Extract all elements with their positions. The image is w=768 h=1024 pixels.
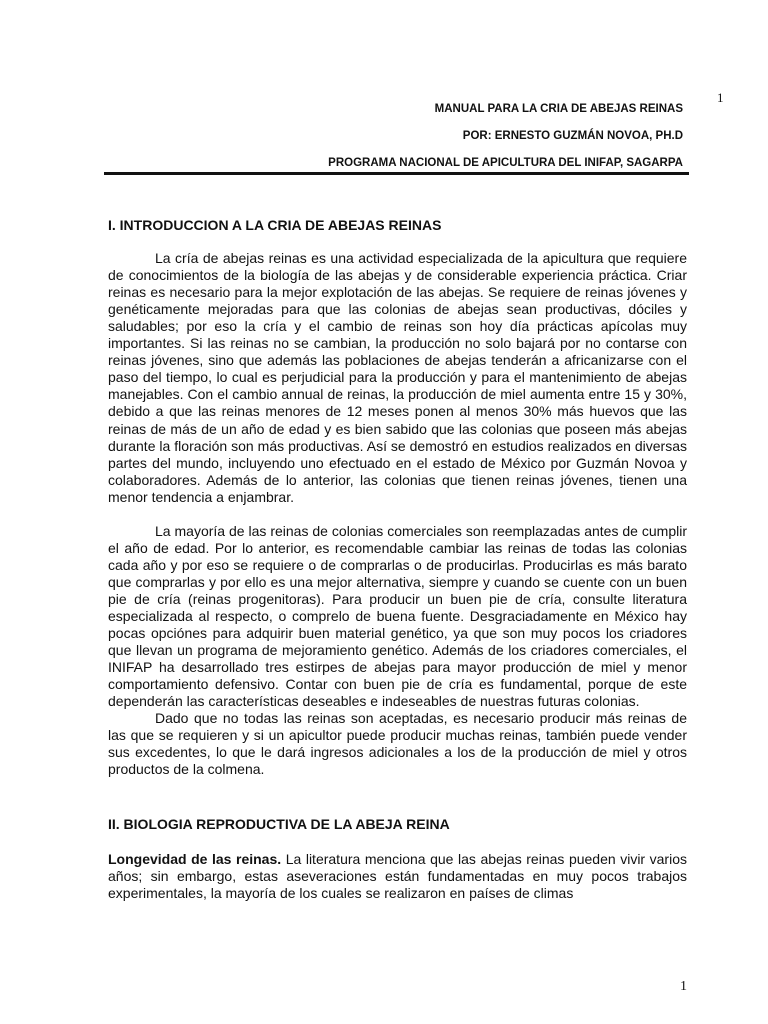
header-author: POR: ERNESTO GUZMÁN NOVOA, PH.D (462, 130, 683, 142)
document-header (328, 96, 683, 177)
section-1-heading: I. INTRODUCCION A LA CRIA DE ABEJAS REINAS (108, 217, 442, 233)
document-body (108, 217, 687, 902)
section-1-paragraph-3: Dado que no todas las reinas son aceptadas, es necesario producir más reinas de las que se requieren y si un apicultor puede producir muchas reinas, también puede vender sus excedentes, lo que le dará ingresos adicionales a los de la producción de miel y otros productos de la colmena. (108, 710, 687, 778)
header-title: MANUAL PARA LA CRIA DE ABEJAS REINAS (434, 103, 683, 115)
section-1-paragraph-1: La cría de abejas reinas es una actividad especializada de la apicultura que requiere de conocimientos de la biología de las abejas y de considerable experiencia práctica. Criar reinas es necesario para la mejor explotación de las abejas. Se requiere de reinas jóvenes y genéticamente mejoradas para que las colonias de abejas sean productivas, dóciles y saludables; por eso la cría y el cambio de reinas son hoy día prácticas apícolas muy importantes. Si las reinas no se cambian, la producción no solo bajará por no contarse con reinas jóvenes, sino que además las poblaciones de abejas tenderán a africanizarse con el paso del tiempo, lo cual es perjudicial para la producción y para el mantenimiento de abejas manejables. Con el cambio annual de reinas, la producción de miel aumenta entre 15 y 30%, debido a que las reinas menores de 12 meses ponen al menos 30% más huevos que las reinas de más de un año de edad y es bien sabido que las colonias que poseen más abejas durante la floración son más productivas. Así se demostró en estudios realizados en diversas partes del mundo, incluyendo uno efectuado en el estado de México por Guzmán Novoa y colaboradores. Además de lo anterior, las colonias que tienen reinas jóvenes, tienen una menor tendencia a enjambrar. (108, 250, 687, 505)
section-2-paragraph-1 (108, 851, 687, 902)
section-1-paragraph-2: La mayoría de las reinas de colonias comerciales son reemplazadas antes de cumplir el año de edad. Por lo anterior, es recomendable cambiar las reinas de todas las colonias cada año y por eso se requiere o de comprarlas o de producirlas. Producirlas es más barato que comprarlas y por ello es una mejor alternativa, siempre y cuando se cuente con un buen pie de cría (reinas progenitoras). Para producir un buen pie de cría, consulte literatura especializada al respecto, o comprelo de buena fuente. Desgraciadamente en México hay pocas opciónes para adquirir buen material genético, ya que son muy pocos los criadores que llevan un programa de mejoramiento genético. Además de los criadores comerciales, el INIFAP ha desarrollado tres estirpes de abejas para mayor producción de miel y menor comportamiento defensivo. Contar con buen pie de cría es fundamental, porque de este dependerán las características deseables e indeseables de nuestras futuras colonias. (108, 522, 687, 710)
section-2-heading: II. BIOLOGIA REPRODUCTIVA DE LA ABEJA REINA (108, 816, 450, 833)
header-program: PROGRAMA NACIONAL DE APICULTURA DEL INIFAP, SAGARPA (328, 157, 683, 169)
header-divider (104, 172, 689, 175)
page-number-bottom: 1 (680, 979, 687, 994)
longevity-run-in-heading: Longevidad de las reinas. (108, 850, 282, 867)
longevity-text: La literatura menciona que las abejas reinas pueden vivir varios años; sin embargo, estas aseveraciones están fundamentadas en muy pocos trabajos experimentales, la mayoría de los cuales se realizaron en países de climas (108, 850, 687, 901)
page-number-top: 1 (717, 90, 724, 105)
